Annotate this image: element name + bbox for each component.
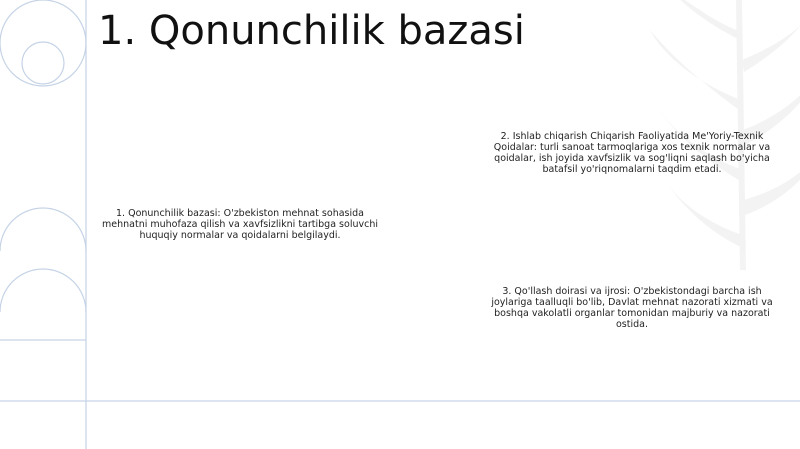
top-small-circle <box>22 42 64 84</box>
slide-title: 1. Qonunchilik bazasi <box>98 8 525 54</box>
text-block-technical-rules: 2. Ishlab chiqarish Chiqarish Faoliyatida Me'Yoriy-Texnik Qoidalar: turli sanoat tarmoqlariga xos texnik normalar va qoidalar, ish joyida xavfsizlik va sog'liqni saqlash bo'yicha batafsil yo'riqnomalarni taqdim etadi. <box>493 131 771 175</box>
top-large-circle <box>0 0 86 86</box>
text-block-legal-basis: 1. Qonunchilik bazasi: O'zbekiston mehnat sohasida mehnatni muhofaza qilish va xavfsizlikni tartibga soluvchi huquqiy normalar va qoidalarni belgilaydi. <box>102 208 378 241</box>
arch-upper <box>0 208 86 251</box>
text-block-scope-enforcement: 3. Qo'llash doirasi va ijrosi: O'zbekistondagi barcha ish joylariga taalluqli bo'lib, Davlat mehnat nazorati xizmati va boshqa vakolatli organlar tomonidan majburiy va nazorati ostida. <box>491 286 773 330</box>
arch-lower <box>0 269 86 312</box>
